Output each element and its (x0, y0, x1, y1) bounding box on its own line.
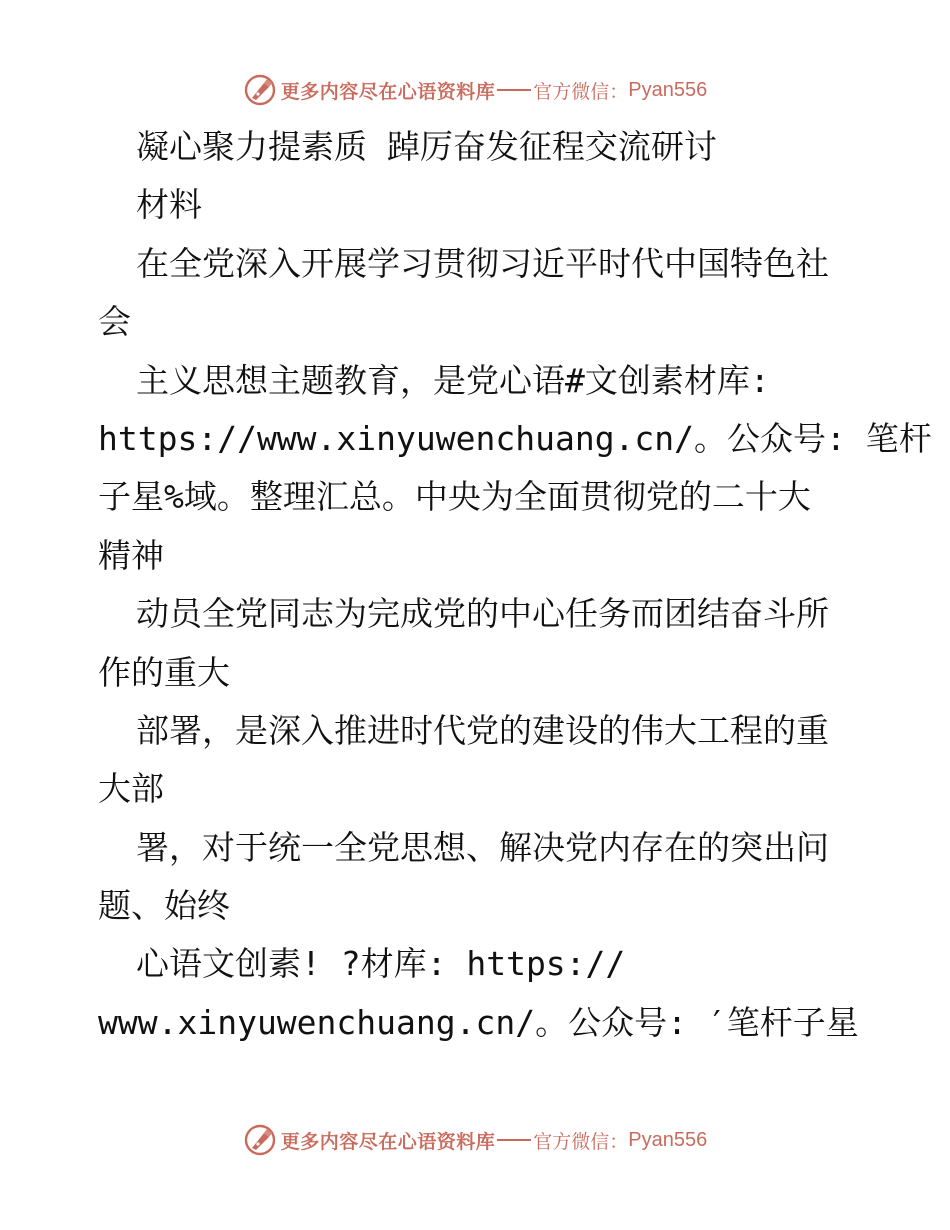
document-line: 动员全党同志为完成党的中心任务而团结奋斗所 (136, 594, 829, 634)
watermark-site-text: 更多内容尽在心语资料库 (280, 80, 496, 103)
watermark-wechat-id: Pyan556 (628, 78, 708, 101)
document-line: https://www.xinyuwenchuang.cn/。公众号: 笔杆 (98, 418, 932, 458)
footer-watermark (0, 1120, 950, 1160)
document-line: 会 (98, 302, 131, 342)
watermark-site-text: 更多内容尽在心语资料库 (280, 1130, 496, 1153)
watermark-official-label: 官方微信： (533, 1130, 629, 1153)
document-line: 在全党深入开展学习贯彻习近平时代中国特色社 (136, 243, 829, 283)
watermark-official-label: 官方微信： (533, 80, 629, 103)
document-line: 子星%域。整理汇总。中央为全面贯彻党的二十大 (98, 477, 811, 517)
document-line: 凝心聚力提素质 踔厉奋发征程交流研讨 (136, 127, 717, 166)
document-line: 大部 (98, 769, 164, 809)
document-line: 署，对于统一全党思想、解决党内存在的突出问 (136, 827, 829, 867)
pen-nib-logo-icon (243, 1123, 277, 1157)
pen-nib-logo-icon (243, 73, 277, 107)
document-line: 心语文创素! ?材库: https:// (136, 944, 626, 984)
document-body (98, 118, 932, 1052)
document-line: www.xinyuwenchuang.cn/。公众号: ′笔杆子星 (98, 1002, 859, 1042)
watermark-dash (497, 89, 531, 91)
watermark-wechat-id: Pyan556 (628, 1128, 708, 1151)
header-watermark (0, 70, 950, 110)
document-line: 题、始终 (98, 886, 230, 926)
document-line: 部署，是深入推进时代党的建设的伟大工程的重 (136, 710, 829, 750)
document-line: 材料 (136, 185, 202, 225)
document-line: 精神 (98, 535, 164, 575)
watermark-dash (497, 1139, 531, 1141)
document-line: 主义思想主题教育，是党心语#文创素材库: (136, 360, 770, 400)
document-line: 作的重大 (98, 652, 230, 692)
